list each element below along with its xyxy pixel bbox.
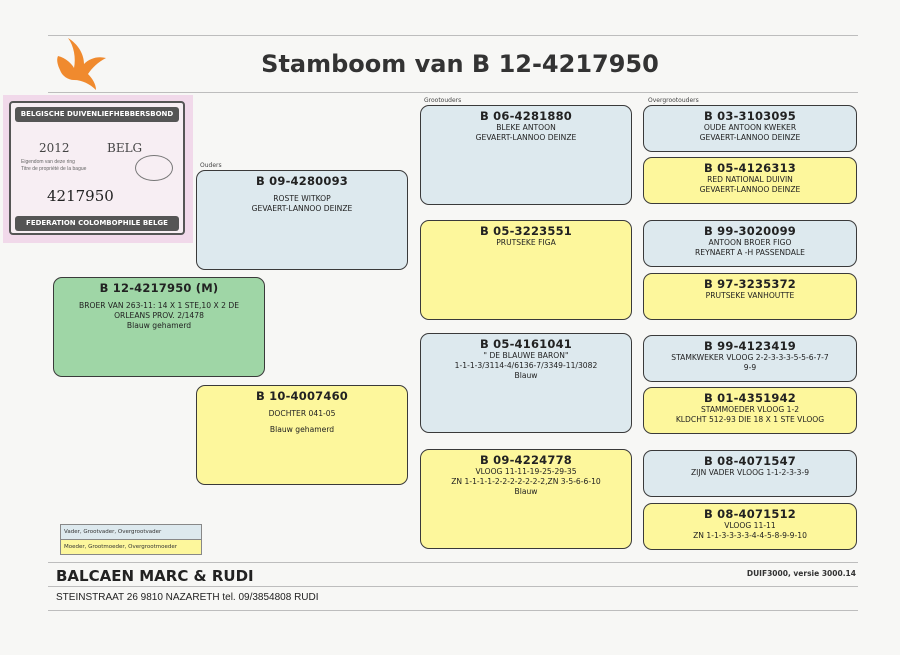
software-version: DUIF3000, versie 3000.14 xyxy=(746,569,856,578)
breeder-name: BALCAEN MARC & RUDI xyxy=(56,567,254,585)
pigeon-card-subject[interactable] xyxy=(53,277,265,377)
info-line: OUDE ANTOON KWEKER xyxy=(703,123,797,132)
info-line: ANTOON BROER FIGO xyxy=(708,238,792,247)
stamp-year: 2012 xyxy=(39,141,70,155)
stamp-note-fr: Titre de propriété de la bague xyxy=(21,166,87,172)
header-rule xyxy=(48,92,858,93)
pigeon-card-grandmother-paternal[interactable] xyxy=(420,220,632,320)
info-line: GEVAERT-LANNOO DEINZE xyxy=(475,133,577,142)
info-line: ORLEANS PROV. 2/1478 xyxy=(114,311,204,320)
pigeon-card-father[interactable] xyxy=(196,170,408,270)
legend-male: Vader, Grootvader, Overgrootvader xyxy=(61,525,201,540)
info-line: VLOOG 11-11 xyxy=(724,521,776,530)
label-grandparents: Grootouders xyxy=(424,97,462,104)
pigeon-card-ggp-4[interactable] xyxy=(643,273,857,320)
info-line: ROSTE WITKOP xyxy=(273,194,331,203)
pigeon-card-grandfather-maternal[interactable] xyxy=(420,333,632,433)
ring-id: B 03-3103095 xyxy=(704,109,796,123)
bottom-rule xyxy=(48,610,858,611)
ring-id: B 05-3223551 xyxy=(480,224,572,238)
ring-id: B 01-4351942 xyxy=(704,391,796,405)
info-line: VLOOG 11-11-19-25-29-35 xyxy=(475,467,577,476)
info-line: DOCHTER 041-05 xyxy=(268,409,336,418)
info-line: RED NATIONAL DUIVIN xyxy=(707,175,793,184)
ring-id: B 09-4224778 xyxy=(480,453,572,467)
info-line: STAMKWEKER VLOOG 2-2-3-3-3-5-5-6-7-7 xyxy=(671,353,829,362)
ring-id: B 05-4126313 xyxy=(704,161,796,175)
ring-id: B 10-4007460 xyxy=(256,389,348,403)
info-line: ZN 1-1-3-3-3-3-4-4-5-8-9-9-10 xyxy=(693,531,807,540)
ring-id: B 99-4123419 xyxy=(704,339,796,353)
ring-id: B 09-4280093 xyxy=(256,174,348,188)
ring-id: B 97-3235372 xyxy=(704,277,796,291)
label-greatgrandparents: Overgrootouders xyxy=(648,97,699,104)
stamp-note xyxy=(21,159,131,173)
info-line: 9-9 xyxy=(743,363,757,372)
info-line: Blauw xyxy=(514,487,538,496)
pigeon-card-ggp-1[interactable] xyxy=(643,105,857,152)
stamp-seal xyxy=(135,155,173,181)
info-line: GEVAERT-LANNOO DEINZE xyxy=(251,204,353,213)
info-line: ZN 1-1-1-1-2-2-2-2-2-2-2,ZN 3-5-6-6-10 xyxy=(451,477,601,486)
stamp-note-nl: Eigendom van deze ring xyxy=(21,159,75,165)
ring-id: B 99-3020099 xyxy=(704,224,796,238)
info-line: REYNAERT A -H PASSENDALE xyxy=(695,248,805,257)
info-line: GEVAERT-LANNOO DEINZE xyxy=(699,185,801,194)
info-line: PRUTSEKE FIGA xyxy=(496,238,556,247)
info-line: PRUTSEKE VANHOUTTE xyxy=(705,291,795,300)
info-line: ZIJN VADER VLOOG 1-1-2-3-3-9 xyxy=(690,468,810,477)
pigeon-card-grandmother-maternal[interactable] xyxy=(420,449,632,549)
ring-id: B 06-4281880 xyxy=(480,109,572,123)
pigeon-card-ggp-7[interactable] xyxy=(643,450,857,497)
label-parents: Ouders xyxy=(200,162,222,169)
color-legend xyxy=(60,524,202,555)
stamp-ring-number: 4217950 xyxy=(47,187,114,205)
pigeon-card-ggp-6[interactable] xyxy=(643,387,857,434)
stamp-country: BELG xyxy=(107,141,143,155)
pigeon-card-ggp-2[interactable] xyxy=(643,157,857,204)
pigeon-card-ggp-8[interactable] xyxy=(643,503,857,550)
legend-female: Moeder, Grootmoeder, Overgrootmoeder xyxy=(61,540,201,554)
info-line: Blauw gehamerd xyxy=(126,321,192,330)
info-line: 1-1-1-3/3114-4/6136-7/3349-11/3082 xyxy=(454,361,598,370)
ring-id: B 08-4071512 xyxy=(704,507,796,521)
stamp-bottom-banner: FEDERATION COLOMBOPHILE BELGE xyxy=(15,216,179,231)
info-line: STAMMOEDER VLOOG 1-2 xyxy=(700,405,800,414)
info-line: Blauw gehamerd xyxy=(269,425,335,434)
top-rule xyxy=(48,35,858,36)
info-line: BROER VAN 263-11: 14 X 1 STE,10 X 2 DE xyxy=(78,301,239,310)
info-line: " DE BLAUWE BARON" xyxy=(483,351,569,360)
pigeon-card-ggp-3[interactable] xyxy=(643,220,857,267)
pigeon-card-grandfather-paternal[interactable] xyxy=(420,105,632,205)
breeder-address: STEINSTRAAT 26 9810 NAZARETH tel. 09/3854808 RUDI xyxy=(56,592,319,603)
pigeon-card-mother[interactable] xyxy=(196,385,408,485)
page-title: Stamboom van B 12-4217950 xyxy=(261,50,659,78)
info-line: KLDCHT 512-93 DIE 18 X 1 STE VLOOG xyxy=(675,415,825,424)
ring-id: B 12-4217950 (M) xyxy=(99,281,219,295)
footer-rule xyxy=(48,562,858,563)
info-line: GEVAERT-LANNOO DEINZE xyxy=(699,133,801,142)
footer-mid-rule xyxy=(48,586,858,587)
info-line: BLEKE ANTOON xyxy=(496,123,556,132)
ring-id: B 05-4161041 xyxy=(480,337,572,351)
ring-id: B 08-4071547 xyxy=(704,454,796,468)
pigeon-card-ggp-5[interactable] xyxy=(643,335,857,382)
info-line: Blauw xyxy=(514,371,538,380)
stamp-top-banner: BELGISCHE DUIVENLIEFHEBBERSBOND xyxy=(15,107,179,122)
ring-certificate xyxy=(3,95,193,243)
